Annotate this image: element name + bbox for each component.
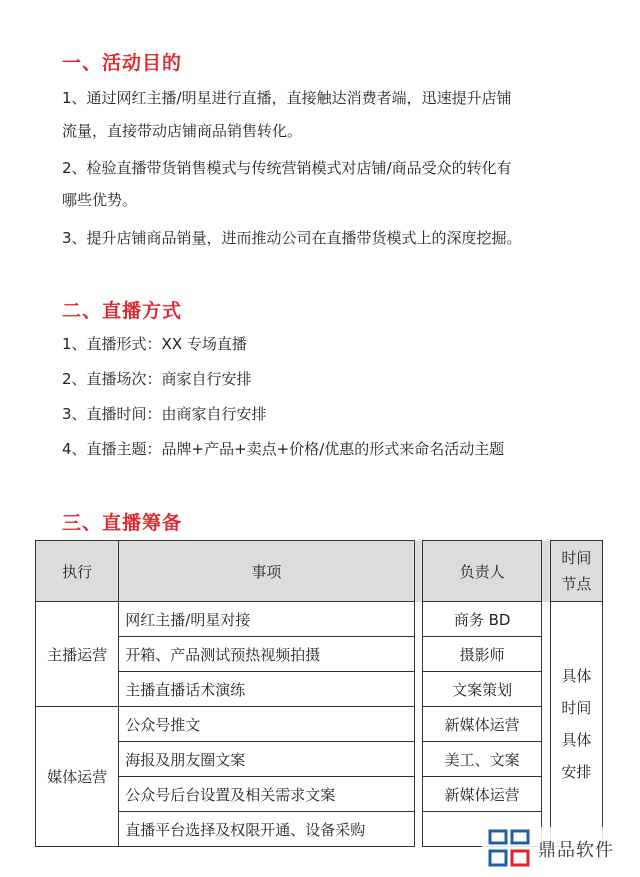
table-row (36, 707, 603, 742)
header-time-node (550, 541, 602, 602)
row-item: 网红主播/明星对接 (119, 602, 414, 637)
time-node-cell (550, 602, 602, 847)
watermark-text: 鼎品软件 (538, 840, 614, 861)
s2-item-2: 2、直播场次：商家自行安排 (62, 370, 252, 388)
row-item: 直播平台选择及权限开通、设备采购 (119, 812, 414, 847)
brand-logo-icon (488, 827, 532, 871)
s1-p1b: 流量，直接带动店铺商品销售转化。 (62, 122, 303, 140)
s1-p1a: 1、通过网红主播/明星进行直播，直接触达消费者端，迅速提升店铺 (62, 89, 512, 107)
exec-group-media: 媒体运营 (36, 707, 119, 847)
header-item: 事项 (119, 541, 414, 602)
row-owner: 摄影师 (423, 637, 542, 672)
s2-item-1: 1、直播形式：XX 专场直播 (62, 335, 247, 353)
section-3-title: 三、直播筹备 (62, 512, 183, 534)
row-item: 公众号推文 (119, 707, 414, 742)
header-exec: 执行 (36, 541, 119, 602)
header-time-1: 时间 (561, 549, 592, 567)
row-owner: 新媒体运营 (423, 707, 542, 742)
row-item: 海报及朋友圈文案 (119, 742, 414, 777)
row-owner: 新媒体运营 (423, 777, 542, 812)
row-owner: 美工、文案 (423, 742, 542, 777)
time-node-line-2: 时间 (561, 699, 592, 717)
time-node-line-1: 具体 (561, 667, 592, 685)
watermark (482, 827, 620, 871)
table-header-row (36, 541, 603, 602)
row-item: 开箱、产品测试预热视频拍摄 (119, 637, 414, 672)
header-owner: 负责人 (423, 541, 542, 602)
exec-group-anchor: 主播运营 (36, 602, 119, 707)
row-owner: 商务 BD (423, 602, 542, 637)
s1-p2a: 2、检验直播带货销售模式与传统营销模式对店铺/商品受众的转化有 (62, 159, 512, 177)
row-owner: 文案策划 (423, 672, 542, 707)
row-item: 公众号后台设置及相关需求文案 (119, 777, 414, 812)
table-row (36, 637, 603, 672)
table-row (36, 602, 603, 637)
time-node-line-4: 安排 (561, 763, 592, 781)
preparation-table (35, 540, 603, 847)
s2-item-3: 3、直播时间：由商家自行安排 (62, 405, 267, 423)
s2-item-4: 4、直播主题：品牌+产品+卖点+价格/优惠的形式来命名活动主题 (62, 440, 505, 458)
table-row (36, 777, 603, 812)
row-item: 主播直播话术演练 (119, 672, 414, 707)
table-row (36, 742, 603, 777)
s1-p3: 3、提升店铺商品销量，进而推动公司在直播带货模式上的深度挖掘。 (62, 229, 522, 247)
time-node-line-3: 具体 (561, 731, 592, 749)
header-time-2: 节点 (561, 575, 592, 593)
s1-p2b: 哪些优势。 (62, 191, 138, 209)
section-1-title: 一、活动目的 (62, 52, 183, 74)
table-row (36, 672, 603, 707)
section-2-title: 二、直播方式 (62, 300, 183, 322)
